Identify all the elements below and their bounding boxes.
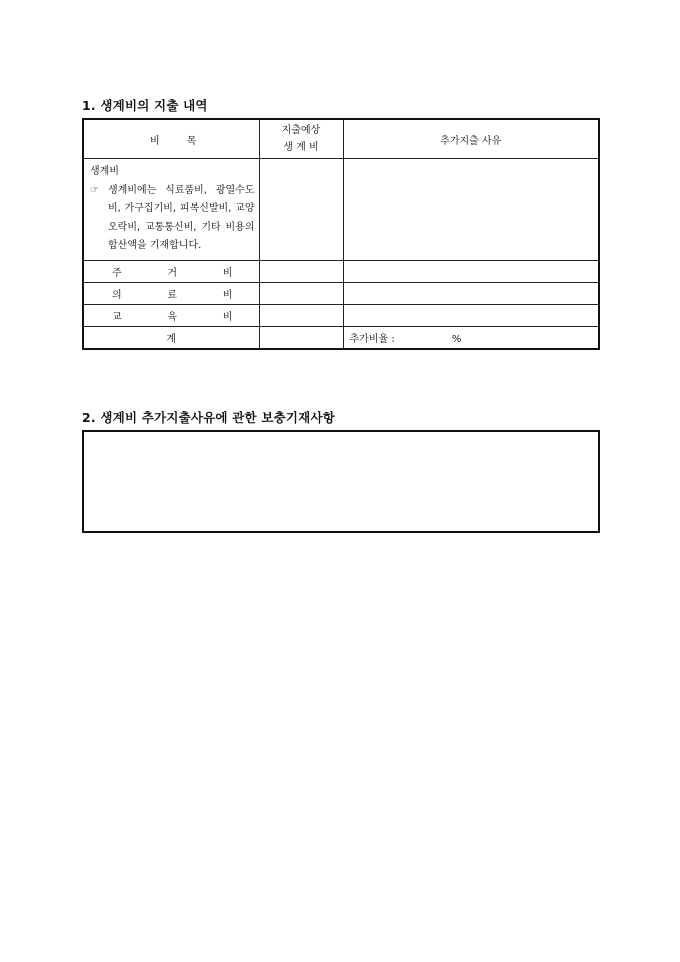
- percent-sign: %: [451, 333, 462, 345]
- row-label-char: 비: [222, 311, 233, 323]
- header-item: [83, 119, 259, 159]
- total-ratio-cell[interactable]: [343, 326, 599, 349]
- table-row-total: [83, 326, 599, 349]
- row-label-char: 교: [112, 311, 122, 323]
- row-reason-cell[interactable]: [343, 260, 599, 282]
- pointing-hand-icon: ☞: [90, 184, 99, 196]
- header-item-char: 비: [150, 135, 160, 147]
- row-reason-cell[interactable]: [343, 304, 599, 326]
- row-label: [83, 282, 259, 304]
- additional-ratio-label: 추가비율 :: [349, 333, 395, 345]
- header-expected-line1: 지출예상: [281, 125, 321, 136]
- row-label-char: 비: [222, 289, 233, 301]
- row-expected-cell[interactable]: [259, 304, 343, 326]
- row-label: [83, 304, 259, 326]
- header-expected: [259, 119, 343, 159]
- table-row: [83, 260, 599, 282]
- section1-title: 1. 생계비의 지출 내역: [82, 98, 208, 113]
- table-header-row: [83, 119, 599, 159]
- living-cost-cell: [83, 159, 259, 261]
- living-cost-note: 생계비에는 식료품비, 광열수도비, 가구집기비, 피복신발비, 교양오락비, 교통통신비, 기타 비용의 합산액을 기재합니다.: [108, 184, 255, 251]
- row-expected-cell[interactable]: [259, 260, 343, 282]
- row-label: [83, 260, 259, 282]
- row-label-char: 육: [167, 311, 178, 323]
- row-label-char: 주: [112, 267, 122, 279]
- section2-title: 2. 생계비 추가지출사유에 관한 보충기재사항: [82, 410, 336, 425]
- living-cost-expected-cell[interactable]: [259, 159, 343, 261]
- supplementary-notes-box[interactable]: [82, 430, 600, 533]
- row-expected-cell[interactable]: [259, 282, 343, 304]
- row-label-char: 비: [222, 267, 233, 279]
- row-label-char: 의: [112, 289, 122, 301]
- table-row: [83, 304, 599, 326]
- living-cost-label: 생계비: [90, 166, 119, 177]
- total-expected-cell[interactable]: [259, 326, 343, 349]
- total-label: 계: [83, 326, 259, 349]
- header-item-char: 목: [186, 135, 197, 147]
- row-label-char: 료: [167, 289, 178, 301]
- living-cost-reason-cell[interactable]: [343, 159, 599, 261]
- row-reason-cell[interactable]: [343, 282, 599, 304]
- header-reason: 추가지출 사유: [343, 119, 599, 159]
- table-row: [83, 282, 599, 304]
- row-label-char: 거: [167, 267, 178, 279]
- table-row-living-cost: [83, 159, 599, 261]
- header-expected-line2: 생 계 비: [283, 142, 319, 153]
- expense-table: [82, 118, 600, 350]
